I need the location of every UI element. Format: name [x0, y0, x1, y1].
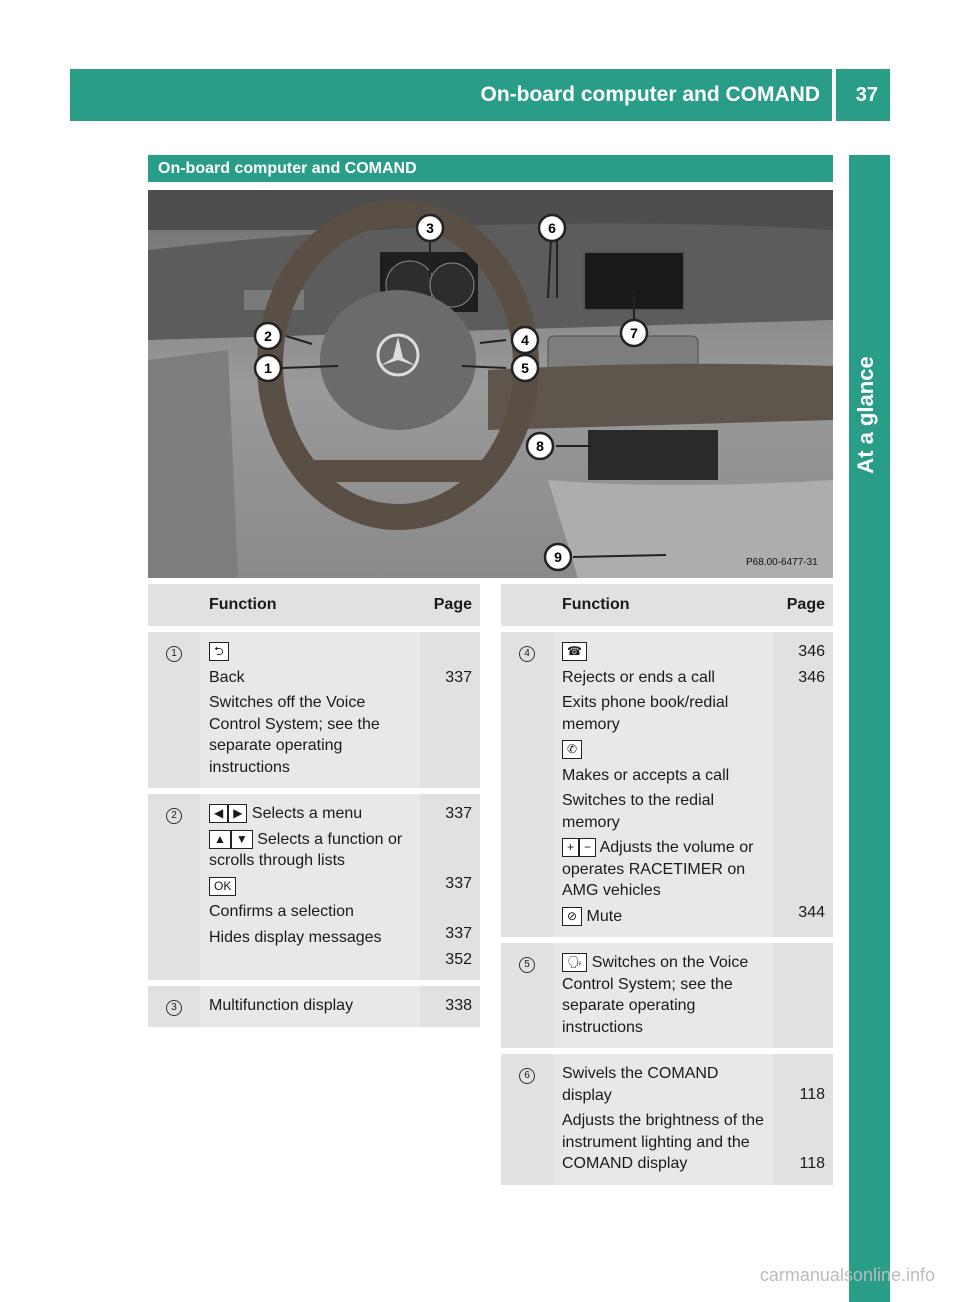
up-arrow-icon: ▲ [209, 830, 231, 849]
svg-text:2: 2 [264, 328, 272, 344]
page-ref: 118 [799, 1086, 825, 1103]
page-header [70, 69, 890, 121]
function-text: Switches off the Voice Control System; see the separate operating instructions [209, 694, 380, 776]
ok-key-icon: OK [209, 877, 236, 896]
function-text: Mute [586, 907, 623, 925]
function-text: Exits phone book/redial memory [562, 694, 729, 733]
col-page: Page [773, 584, 833, 626]
callout-4 [512, 327, 538, 353]
table-row [501, 1054, 833, 1185]
header-title: On-board computer and COMAND [480, 83, 820, 106]
page-ref: 337 [445, 925, 472, 942]
page-ref: 337 [445, 874, 472, 892]
page-ref: 346 [798, 668, 825, 686]
down-arrow-icon: ▼ [231, 830, 253, 849]
row-number: 1 [166, 646, 182, 662]
svg-text:5: 5 [521, 360, 529, 376]
callout-2 [255, 323, 281, 349]
row-number: 3 [166, 1000, 182, 1016]
function-text: Makes or accepts a call [562, 766, 730, 784]
callout-7 [621, 320, 647, 346]
svg-text:3: 3 [426, 220, 434, 236]
right-function-table [501, 584, 833, 1185]
side-tab [849, 155, 890, 1302]
mute-icon: ⊘ [562, 907, 582, 926]
page-ref: 337 [445, 668, 472, 686]
row-number: 6 [519, 1068, 535, 1084]
table-row [148, 794, 480, 980]
header-separator [832, 69, 836, 121]
section-title-bar [148, 155, 833, 182]
callout-5 [512, 355, 538, 381]
function-text: Rejects or ends a call [562, 668, 715, 686]
function-text: Adjusts the brightness of the instrument lighting and the COMAND display [562, 1112, 764, 1172]
callout-9 [545, 544, 571, 570]
cockpit-illustration [148, 190, 833, 578]
col-function: Function [553, 584, 773, 626]
function-text: Multifunction display [209, 997, 354, 1014]
col-number [148, 584, 200, 626]
page-ref: 346 [798, 643, 825, 660]
image-code: P68.00-6477-31 [746, 557, 818, 568]
col-function: Function [200, 584, 420, 626]
function-text: Confirms a selection [209, 903, 354, 920]
left-function-table [148, 584, 480, 1027]
function-text: Selects a function or scrolls through lists [209, 830, 403, 869]
callout-8 [527, 433, 553, 459]
watermark: carmanualsonline.info [759, 1265, 935, 1285]
svg-text:4: 4 [521, 332, 529, 348]
plus-icon: + [562, 838, 579, 857]
function-text: Switches to the redial memory [562, 792, 715, 831]
cockpit-photo [148, 190, 833, 578]
function-text: Hides display messages [209, 928, 382, 946]
section-title: On-board computer and COMAND [158, 160, 417, 177]
callout-1 [255, 355, 281, 381]
function-text: Swivels the COMAND display [562, 1065, 719, 1104]
accept-call-icon: ✆ [562, 740, 582, 759]
minus-icon: − [579, 838, 596, 857]
function-text: Switches on the Voice Control System; see the separate operating instructions [562, 954, 749, 1036]
function-text: Selects a menu [251, 805, 363, 822]
callout-6 [539, 215, 565, 241]
svg-text:6: 6 [548, 220, 556, 236]
page-ref: 337 [445, 805, 472, 822]
end-call-icon: ☎ [562, 642, 587, 661]
page-number: 37 [855, 84, 878, 106]
function-text: Adjusts the volume or operates RACETIMER on AMG vehicles [562, 839, 754, 899]
row-number: 5 [519, 957, 535, 973]
svg-text:7: 7 [630, 325, 638, 341]
col-number [501, 584, 553, 626]
row-number: 4 [519, 646, 535, 662]
table-row [501, 943, 833, 1048]
page-ref: 338 [445, 997, 472, 1014]
table-row [501, 632, 833, 937]
callout-3 [417, 215, 443, 241]
svg-text:8: 8 [536, 438, 544, 454]
page-ref: 344 [798, 904, 825, 921]
left-arrow-icon: ◀ [209, 804, 228, 823]
back-icon: ⮌ [209, 642, 229, 661]
table-row [148, 632, 480, 788]
col-page: Page [420, 584, 480, 626]
voice-control-icon: 🗣 [562, 953, 587, 972]
page-ref: 118 [799, 1154, 825, 1172]
svg-text:9: 9 [554, 549, 562, 565]
function-text: Back [209, 668, 245, 686]
right-arrow-icon: ▶ [228, 804, 247, 823]
svg-text:1: 1 [264, 360, 272, 376]
table-row [148, 986, 480, 1027]
page-ref: 352 [445, 950, 472, 968]
row-number: 2 [166, 808, 182, 824]
side-tab-label: At a glance [853, 356, 878, 474]
